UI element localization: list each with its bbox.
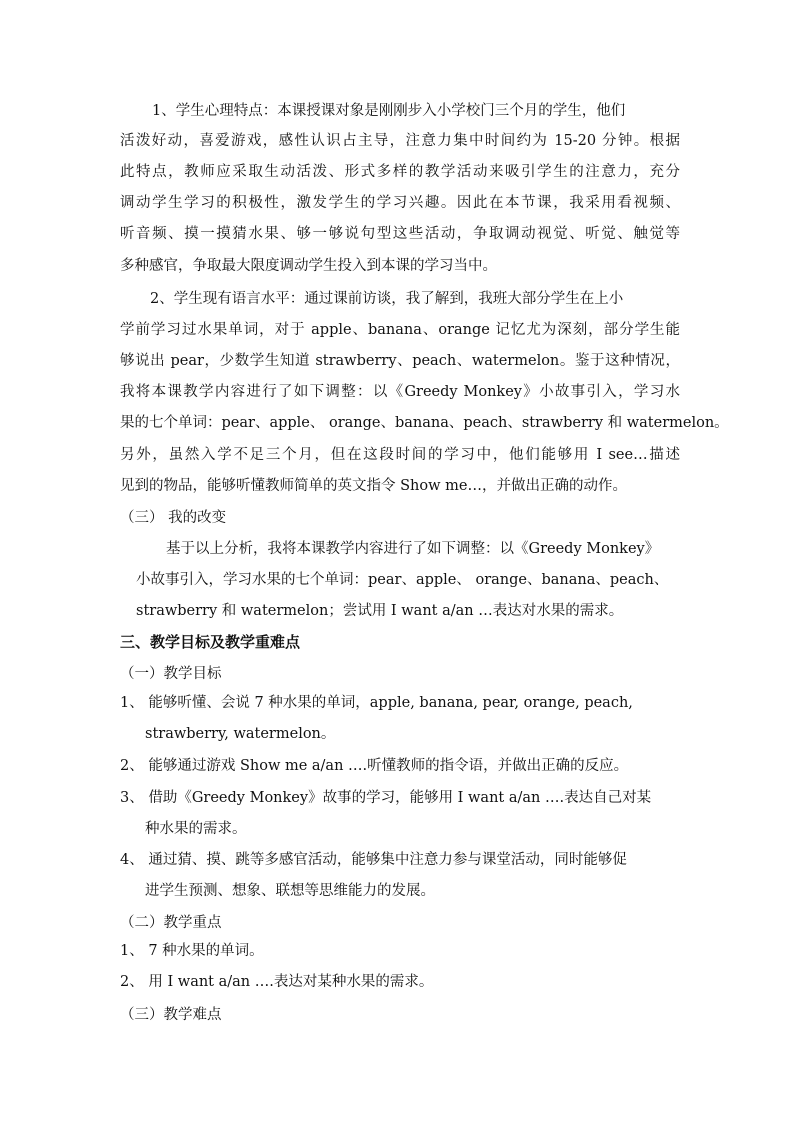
goal-item-1: 1、 能够听懂、会说 7 种水果的单词，apple, banana, pear, orange, peach, <box>120 695 633 711</box>
p3-line-3: strawberry 和 watermelon；尝试用 I want a/an …表达对水果的需求。 <box>136 603 624 619</box>
goals-heading: （一）教学目标 <box>120 666 222 682</box>
p1-line-4: 调动学生学习的积极性，激发学生的学习兴趣。因此在本节课，我采用看视频、 <box>120 195 680 211</box>
goal-item-4-cont: 进学生预测、想象、联想等思维能力的发展。 <box>145 883 435 899</box>
p2-line-2: 学前学习过水果单词，对于 apple、banana、orange 记忆尤为深刻，部分学生能 <box>120 322 680 338</box>
goal-item-3: 3、 借助《Greedy Monkey》故事的学习，能够用 I want a/an ….表达自己对某 <box>120 790 652 806</box>
p1-line-5: 听音频、摸一摸猜水果、够一够说句型这些活动，争取调动视觉、听觉、触觉等 <box>120 226 680 242</box>
key-point-1: 1、 7 种水果的单词。 <box>120 943 264 959</box>
key-points-heading: （二）教学重点 <box>120 915 222 931</box>
section-heading-my-changes: （三） 我的改变 <box>120 510 227 526</box>
p2-line-1: 2、学生现有语言水平：通过课前访谈，我了解到，我班大部分学生在上小 <box>150 291 624 307</box>
p2-line-4: 我将本课教学内容进行了如下调整：以《Greedy Monkey》小故事引入，学习水 <box>120 384 680 400</box>
p3-line-1: 基于以上分析，我将本课教学内容进行了如下调整：以《Greedy Monkey》 <box>166 541 660 557</box>
difficulty-heading: （三）教学难点 <box>120 1007 222 1023</box>
p2-line-3: 够说出 pear，少数学生知道 strawberry、peach、watermelon。鉴于这种情况， <box>120 353 680 369</box>
p2-line-7: 见到的物品，能够听懂教师简单的英文指令 Show me…，并做出正确的动作。 <box>120 478 627 494</box>
p1-line-1: 1、学生心理特点：本课授课对象是刚刚步入小学校门三个月的学生，他们 <box>152 103 626 119</box>
goal-item-4: 4、 通过猜、摸、跳等多感官活动，能够集中注意力参与课堂活动，同时能够促 <box>120 852 627 868</box>
p2-line-6: 另外，虽然入学不足三个月，但在这段时间的学习中，他们能够用 I see…描述 <box>120 447 680 463</box>
goal-item-3-cont: 种水果的需求。 <box>145 821 247 837</box>
p2-line-5: 果的七个单词：pear、apple、 orange、banana、peach、strawberry 和 watermelon。 <box>120 415 729 431</box>
goal-item-1-cont: strawberry, watermelon。 <box>145 726 336 742</box>
p1-line-3: 此特点，教师应采取生动活泼、形式多样的教学活动来吸引学生的注意力，充分 <box>120 164 680 180</box>
key-point-2: 2、 用 I want a/an ….表达对某种水果的需求。 <box>120 974 434 990</box>
goal-item-2: 2、 能够通过游戏 Show me a/an ….听懂教师的指令语，并做出正确的反应。 <box>120 758 629 774</box>
p3-line-2: 小故事引入，学习水果的七个单词：pear、apple、 orange、banana、peach、 <box>136 572 669 588</box>
p1-line-6: 多种感官，争取最大限度调动学生投入到本课的学习当中。 <box>120 258 497 274</box>
section-title-teaching-goals: 三、教学目标及教学重难点 <box>120 633 301 651</box>
p1-line-2: 活泼好动，喜爱游戏，感性认识占主导，注意力集中时间约为 15-20 分钟。根据 <box>120 133 680 149</box>
